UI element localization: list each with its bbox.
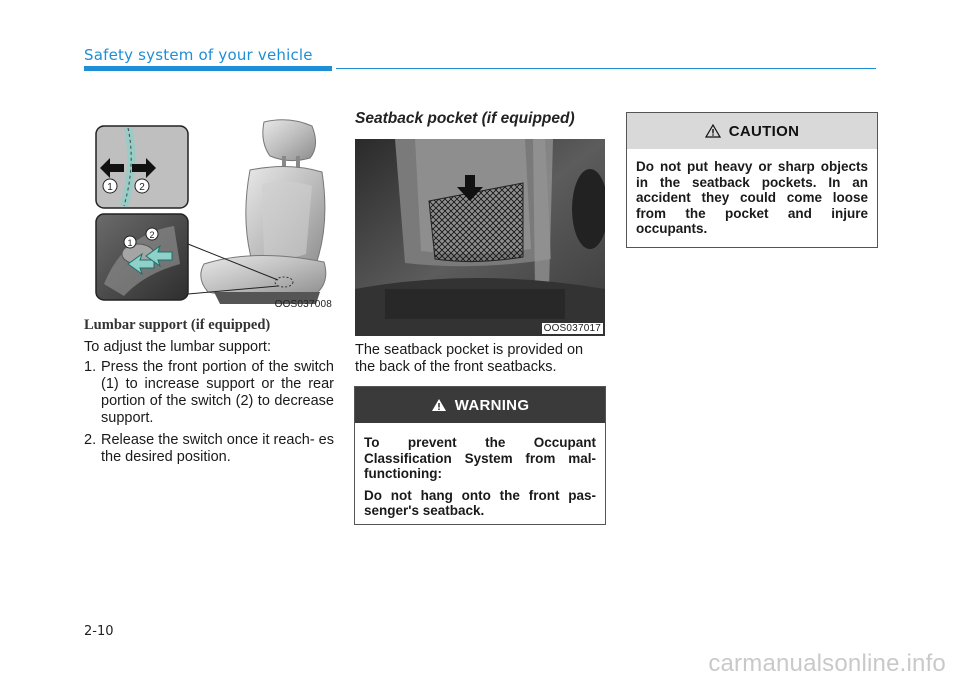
seatback-pocket-figure: [355, 139, 605, 336]
warning-header: [355, 387, 605, 423]
list-item: 2. Release the switch once it reach- es the desired position.: [84, 432, 334, 465]
section-title: Safety system of your vehicle: [84, 46, 313, 64]
seatback-illustration: [355, 139, 605, 336]
seatback-heading: Seatback pocket (if equipped): [355, 110, 575, 127]
list-item: 1. Press the front portion of the switch (1) to increase support or the rear portion of the switch (2) to decrease support.: [84, 359, 334, 426]
callout-2: 2: [139, 182, 145, 193]
callout-1-lower: 1: [127, 238, 133, 248]
seat-illustration: [84, 114, 334, 312]
page-number: 2-10: [84, 624, 114, 639]
caution-body: [627, 149, 877, 253]
caution-label: CAUTION: [728, 122, 800, 140]
warning-paragraph: To prevent the Occupant Classification System from mal- functioning:: [364, 435, 596, 481]
header-rule-accent: [84, 66, 332, 71]
seatback-body: The seatback pocket is provided on the back of the front seatbacks.: [355, 342, 584, 375]
lumbar-heading: Lumbar support (if equipped): [84, 317, 271, 333]
watermark: carmanualsonline.info: [708, 650, 946, 677]
callout-1: 1: [107, 182, 113, 193]
warning-paragraph: Do not hang onto the front pas- senger's seatback.: [364, 487, 596, 518]
warning-icon: [431, 398, 447, 412]
caution-header: [627, 113, 877, 149]
warning-body: [355, 423, 605, 535]
warning-box: [354, 386, 606, 525]
figure-code-right: OOS037017: [543, 323, 601, 334]
lumbar-seat-figure: [84, 114, 334, 312]
lumbar-intro: To adjust the lumbar support:: [84, 339, 271, 355]
caution-icon: [705, 124, 721, 138]
caution-box: [626, 112, 878, 248]
lumbar-steps: [84, 359, 334, 471]
header-rule: [336, 68, 876, 69]
callout-2-lower: 2: [149, 230, 155, 240]
warning-label: WARNING: [454, 396, 530, 414]
figure-code-left: OOS037008: [274, 299, 332, 310]
caution-text: Do not put heavy or sharp objects in the seatback pockets. In an accident they could come loose from the pocket and injure occupants.: [636, 159, 868, 236]
